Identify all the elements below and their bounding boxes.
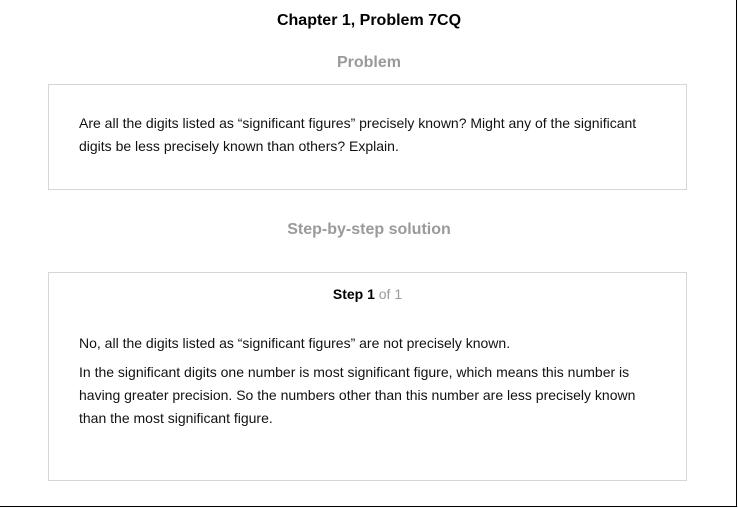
step-indicator xyxy=(49,285,686,303)
step-total: of 1 xyxy=(374,286,403,302)
problem-text: Are all the digits listed as “significant figures” precisely known? Might any of the significant digits be less precisely known than others? Explain. xyxy=(79,115,637,154)
step-number: Step 1 xyxy=(332,286,375,302)
solution-paragraph: In the significant digits one number is most significant figure, which means this number is having greater precision. So the numbers other than this number are less precisely known than the most significant figure. xyxy=(79,364,636,426)
problem-box xyxy=(48,84,687,190)
solution-heading: Step-by-step solution xyxy=(287,221,451,238)
problem-heading: Problem xyxy=(336,54,401,71)
solution-paragraph: No, all the digits listed as “significant figures” are not precisely known. xyxy=(79,335,511,351)
solution-box xyxy=(48,272,687,481)
page-title: Chapter 1, Problem 7CQ xyxy=(276,12,462,29)
